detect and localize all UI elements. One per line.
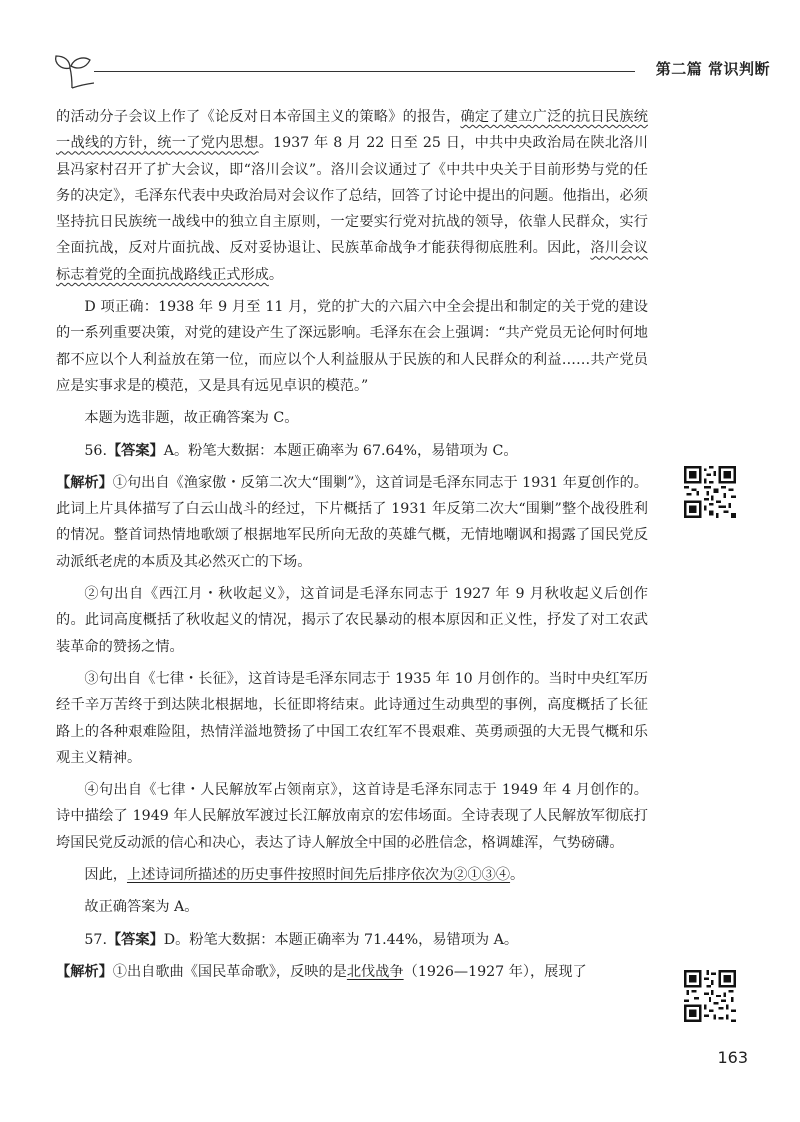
leaf-sprout-icon (50, 50, 94, 94)
underlined-text: 上述诗词所描述的历史事件按照时间先后排序依次为②①③④ (126, 867, 511, 884)
qr-code-icon[interactable] (684, 970, 736, 1022)
paragraph-answer-summary: 本题为选非题，故正确答案为 C。 (84, 410, 299, 427)
answer-label: 【答案】 (106, 931, 164, 948)
q56-final: 故正确答案为 A。 (84, 899, 199, 916)
answer-label: 【答案】 (106, 442, 164, 459)
page-header (50, 48, 770, 88)
q56-item4: ④句出自《七律・人民解放军占领南京》，这首诗是毛泽东同志于 1949 年 4 月创作的。诗中描绘了 1949 年人民解放军渡过长江解放南京的宏伟场面。全诗表现了人民解放军彻底打垮国民党反动派的信心和决心，表达了诗人解放全中国的必胜信念，格调雄浑，气势磅礴。 (56, 782, 648, 851)
page-content (56, 104, 648, 991)
section-title: 第二篇 常识判断 (655, 60, 770, 78)
q56-answer: 56.【答案】A。粉笔大数据：本题正确率为 67.64%，易错项为 C。 (84, 442, 518, 459)
underlined-text: 洛川会议标志着党的全面抗战路线正式形成 (56, 240, 648, 283)
q56-analysis: 【解析】①句出自《渔家傲・反第二次大“围剿”》，这首词是毛泽东同志于 1931 年夏创作的。此词上片具体描写了白云山战斗的经过，下片概括了 1931 年反第二次大“围剿”整个战役胜利的情况。整首词热情地歌颂了根据地军民所向无敌的英雄气概，无情地嘲讽和揭露了国民党反动派纸老虎的本质及其必然灭亡的下场。 (56, 474, 648, 570)
page-number: 163 (717, 1048, 748, 1067)
paragraph-option-d: D 项正确：1938 年 9 月至 11 月，党的扩大的六届六中全会提出和制定的关于党的建设的一系列重要决策，对党的建设产生了深远影响。毛泽东在会上强调：“共产党员无论何时何地都不应以个人利益放在第一位，而应以个人利益服从于民族的和人民群众的利益……共产党员应是实事求是的模范，又是具有远见卓识的模范。” (56, 299, 648, 394)
q57-answer: 57.【答案】D。粉笔大数据：本题正确率为 71.44%，易错项为 A。 (84, 931, 519, 948)
analysis-label: 【解析】 (56, 963, 113, 980)
q56-conclusion: 因此，上述诗词所描述的历史事件按照时间先后排序依次为②①③④。 (84, 867, 525, 884)
q56-item3: ③句出自《七律・长征》，这首诗是毛泽东同志于 1935 年 10 月创作的。当时中央红军历经千辛万苦终于到达陕北根据地，长征即将结束。此诗通过生动典型的事例，高度概括了长征路上的各种艰难险阻，热情洋溢地赞扬了中国工农红军不畏艰难、英勇顽强的大无畏气概和乐观主义精神。 (56, 670, 648, 766)
paragraph-luochuan: 的活动分子会议上作了《论反对日本帝国主义的策略》的报告，确定了建立广泛的抗日民族统一战线的方针，统一了党内思想。1937 年 8 月 22 日至 25 日，中共中央政治局在陕北洛川县冯家村召开了扩大会议，即“洛川会议”。洛川会议通过了《中共中央关于目前形势与党的任务的决定》，毛泽东代表中央政治局对会议作了总结，回答了讨论中提出的问题。他指出，必须坚持抗日民族统一战线中的独立自主原则，一定要实行党对抗战的领导，依靠人民群众，实行全面抗战，反对片面抗战、反对妥协退让、民族革命战争才能获得彻底胜利。因此，洛川会议标志着党的全面抗战路线正式形成。 (56, 109, 648, 283)
q57-analysis: 【解析】①出自歌曲《国民革命歌》，反映的是北伐战争（1926—1927 年），展现了 (56, 963, 587, 980)
header-rule (94, 71, 635, 72)
q56-item2: ②句出自《西江月・秋收起义》，这首词是毛泽东同志于 1927 年 9 月秋收起义后创作的。此词高度概括了秋收起义的情况，揭示了农民暴动的根本原因和正义性，抒发了对工农武装革命的赞扬之情。 (56, 586, 648, 655)
underlined-text: 确定了建立广泛的抗日民族统一战线的方针，统一了党内思想 (56, 109, 648, 152)
underlined-text: 北伐战争 (346, 963, 404, 980)
qr-code-icon[interactable] (684, 466, 736, 518)
analysis-label: 【解析】 (56, 474, 113, 491)
